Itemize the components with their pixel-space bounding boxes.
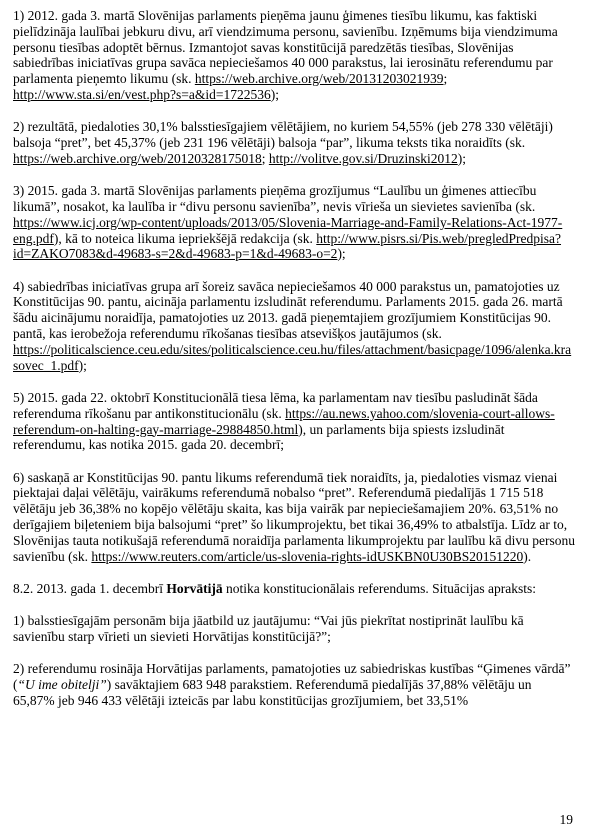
item-1-slovenia-2012-family-law (13, 8, 575, 103)
section-8-2-croatia-heading (13, 581, 575, 597)
italic-text: “U ime obitelji” (17, 677, 107, 693)
text-run: 6) saskaņā ar Konstitūcijas 90. pantu likums referendumā tiek noraidīts, ja, piedaloties vismaz vienai piektajai daļai vēlētāju, vairākums referendumā nobalso “pret”. Referendumā piedalījās 1 715 518 vēlētāju jeb 36,38% no kopējo vēlētāju skaita, kas bija vairāk par nepieciešamajiem 20%. 63,51% no derīgajiem biļeteniem bija balsojumi “pret” šo likumprojektu, bet tikai 36,49% to atbalstīja. Līdz ar to, Slovēnijas tauta notikušajā referendumā noraidīja parlamenta likumprojektu par laulību kā divu personu savienību (sk. (13, 469, 575, 564)
item-6-referendum-2015-result (13, 470, 575, 565)
text-run: ; (261, 150, 269, 166)
item-4-slovenia-initiative-40000-signatures (13, 279, 575, 374)
item-5-constitutional-court-ruling-2015 (13, 390, 575, 453)
item-1-croatia-referendum-question (13, 613, 575, 645)
text-run: 8.2. 2013. gada 1. decembrī (13, 580, 167, 596)
item-3-slovenia-2015-amendments (13, 183, 575, 262)
text-run: 2) rezultātā, piedaloties 30,1% balsstiesīgajiem vēlētājiem, no kuriem 54,55% (jeb 278 330 vēlētāji) balsoja “pret”, bet 45,37% (jeb 231 196 vēlētāji) balsoja “par”, likuma teksts tika noraidīts (sk. (13, 119, 553, 151)
text-run: ). (523, 548, 532, 564)
hyperlink[interactable]: https://www.reuters.com/article/us-slovenia-rights-idUSKBN0U30BS20151220 (91, 548, 524, 564)
bold-text: Horvātijā (166, 580, 223, 596)
hyperlink[interactable]: http://www.sta.si/en/vest.php?s=a&id=1722536 (13, 86, 271, 102)
text-run: ; (443, 71, 448, 87)
hyperlink[interactable]: http://volitve.gov.si/Druzinski2012 (268, 150, 458, 166)
hyperlink[interactable]: https://web.archive.org/web/20131203021939 (194, 71, 444, 87)
hyperlink[interactable]: https://web.archive.org/web/20120328175018 (13, 150, 262, 166)
text-run: ); (337, 246, 346, 262)
text-run: 4) sabiedrības iniciatīvas grupa arī šoreiz savāca nepieciešamos 40 000 parakstus un, pamatojoties uz Konstitūcijas 90. pantu, aicināja parlamentu izsludināt referendumu. Parlaments 2015. gada 26. martā šādu aicinājumu noraidīja, pamatojoties uz 2013. gadā pieņemtajiem grozījumiem Konstitūcijas 90. pantā, kas ierobežoja referendumu rīkošanas tiesības atsevišķos jautājumos (sk. (13, 278, 563, 342)
text-run: 5) 2015. gada 22. oktobrī Konstitucionālā tiesa lēma, ka parlamentam nav tiesību pasludināt šāda referenduma rīkošanu par antikonstitucionālu (sk. (13, 389, 538, 421)
text-run: ); (78, 357, 87, 373)
text-run: ), un parlaments bija spiests izsludināt referendumu, kas notika 2015. gada 20. decembrī; (13, 421, 505, 453)
hyperlink[interactable]: https://www.icj.org/wp-content/uploads/2013/05/Slovenia-Marriage-and-Family-Relations-Act-1977-eng.pdf (13, 214, 563, 246)
item-2-slovenia-2012-referendum-result (13, 119, 575, 166)
page-number: 19 (559, 812, 573, 828)
text-run: ); (270, 86, 279, 102)
text-run: 1) balsstiesīgajām personām bija jāatbild uz jautājumu: “Vai jūs piekrītat nostiprināt laulību kā savienību starp vīrieti un sievieti Horvātijas konstitūcijā?”; (13, 613, 524, 644)
hyperlink[interactable]: https://au.news.yahoo.com/slovenia-court-allows-referendum-on-halting-gay-marriage-29884850.html (13, 405, 555, 437)
text-run: ) savāktajiem 683 948 parakstiem. Referendumā piedalījās 37,88% vēlētāju un 65,87% jeb 946 433 vēlētāji izteicās par labu konstitūcijas grozījumiem, bet 33,51% (13, 677, 532, 708)
hyperlink[interactable]: http://www.pisrs.si/Pis.web/pregledPredpisa?id=ZAKO7083&d-49683-s=2&d-49683-p=1&d-49683-o=2 (13, 230, 562, 262)
text-run: notika konstitucionālais referendums. Situācijas apraksts: (222, 580, 537, 596)
text-run: ); (457, 150, 466, 166)
document-body (13, 8, 575, 725)
text-run: 3) 2015. gada 3. martā Slovēnijas parlaments pieņēma grozījumus “Laulību un ģimenes attiecību likumā”, nosakot, ka laulība ir “divu personu savienība”, nevis vīrieša un sievietes savienība (sk. (13, 183, 537, 214)
text-run: ), kā to noteica likuma iepriekšējā redakcija (sk. (53, 230, 317, 246)
text-run: 1) 2012. gada 3. martā Slovēnijas parlaments pieņēma jaunu ģimenes tiesību likumu, kas faktiski pielīdzināja laulībai jebkuru divu, arī viendzimuma personu, savienību. Izņēmums bija viendzimuma personu tiesības adoptēt bērnus. Izmantojot savas konstitūcijā paredzētās tiesības, Slovēnijas sabiedrības iniciatīvas grupa savāca nepieciešamos 40 000 parakstus, lai ierosinātu referendumu par parlamenta pieņemto likumu (sk. (13, 8, 558, 87)
text-run: 2) referendumu rosināja Horvātijas parlaments, pamatojoties uz sabiedriskas kustības “Ģimenes vārdā” ( (13, 661, 571, 693)
hyperlink[interactable]: https://politicalscience.ceu.edu/sites/politicalscience.ceu.hu/files/attachment/basicpage/1096/alenka.krasovec_1.pdf (13, 341, 572, 373)
item-2-croatia-initiative-result (13, 661, 575, 708)
